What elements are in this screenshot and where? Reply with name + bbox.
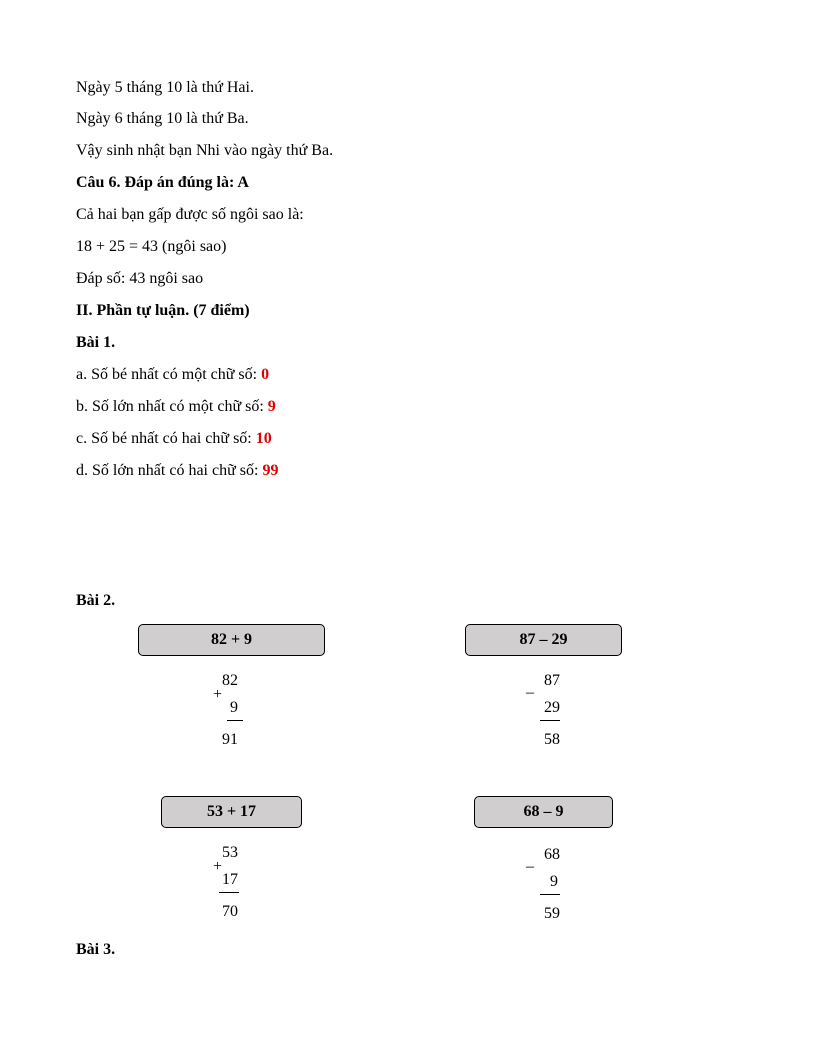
calc-label-box: 68 – 9 bbox=[474, 796, 613, 828]
column-calculation bbox=[190, 672, 250, 752]
bai1-prefix: a. Số bé nhất có một chữ số: bbox=[76, 366, 262, 383]
text-line: Cả hai bạn gấp được số ngôi sao là: bbox=[76, 206, 304, 223]
top-operand: 87 bbox=[544, 672, 560, 689]
text-line: Đáp số: 43 ngôi sao bbox=[76, 270, 204, 287]
result: 70 bbox=[222, 903, 238, 920]
bai1-item bbox=[76, 461, 278, 481]
calc-label-box: 87 – 29 bbox=[465, 624, 622, 656]
exercise-title-3: Bài 3. bbox=[76, 941, 116, 958]
text-line: Ngày 5 tháng 10 là thứ Hai. bbox=[76, 79, 254, 96]
sum-line bbox=[219, 892, 239, 893]
sum-line bbox=[540, 894, 560, 895]
operator-sign: – bbox=[526, 858, 534, 875]
bai1-item bbox=[76, 365, 269, 385]
section-heading: II. Phần tự luận. (7 điểm) bbox=[76, 302, 250, 319]
text-line: Ngày 6 tháng 10 là thứ Ba. bbox=[76, 110, 249, 127]
column-calculation bbox=[500, 844, 560, 924]
result: 91 bbox=[222, 731, 238, 748]
operator-sign: + bbox=[213, 858, 223, 875]
sum-line bbox=[227, 720, 243, 721]
bottom-operand: 17 bbox=[222, 871, 238, 888]
column-calculation bbox=[500, 672, 560, 752]
operator-sign: – bbox=[526, 684, 534, 701]
bai1-answer: 99 bbox=[262, 462, 279, 479]
sum-line bbox=[540, 720, 560, 721]
bai1-answer: 0 bbox=[261, 366, 270, 383]
top-operand: 82 bbox=[222, 672, 238, 689]
bottom-operand: 29 bbox=[544, 699, 560, 716]
operator-sign: + bbox=[213, 686, 223, 703]
calc-label-box: 82 + 9 bbox=[138, 624, 325, 656]
exercise-title-1: Bài 1. bbox=[76, 334, 116, 351]
column-calculation bbox=[190, 844, 250, 924]
calc-label-box: 53 + 17 bbox=[161, 796, 302, 828]
bai1-prefix: b. Số lớn nhất có một chữ số: bbox=[76, 398, 268, 415]
bottom-operand: 9 bbox=[230, 699, 238, 716]
question-6-answer: Câu 6. Đáp án đúng là: A bbox=[76, 174, 249, 191]
bottom-operand: 9 bbox=[550, 873, 558, 890]
bai1-item bbox=[76, 429, 272, 449]
top-operand: 53 bbox=[222, 844, 238, 861]
text-line: Vậy sinh nhật bạn Nhi vào ngày thứ Ba. bbox=[76, 142, 334, 159]
bai1-prefix: c. Số bé nhất có hai chữ số: bbox=[76, 430, 256, 447]
result: 58 bbox=[544, 731, 560, 748]
exercise-title-2: Bài 2. bbox=[76, 592, 116, 609]
bai1-item bbox=[76, 397, 276, 417]
top-operand: 68 bbox=[544, 846, 560, 863]
bai1-answer: 10 bbox=[255, 430, 272, 447]
result: 59 bbox=[544, 905, 560, 922]
text-line: 18 + 25 = 43 (ngôi sao) bbox=[76, 238, 227, 255]
bai1-prefix: d. Số lớn nhất có hai chữ số: bbox=[76, 462, 263, 479]
bai1-answer: 9 bbox=[267, 398, 276, 415]
